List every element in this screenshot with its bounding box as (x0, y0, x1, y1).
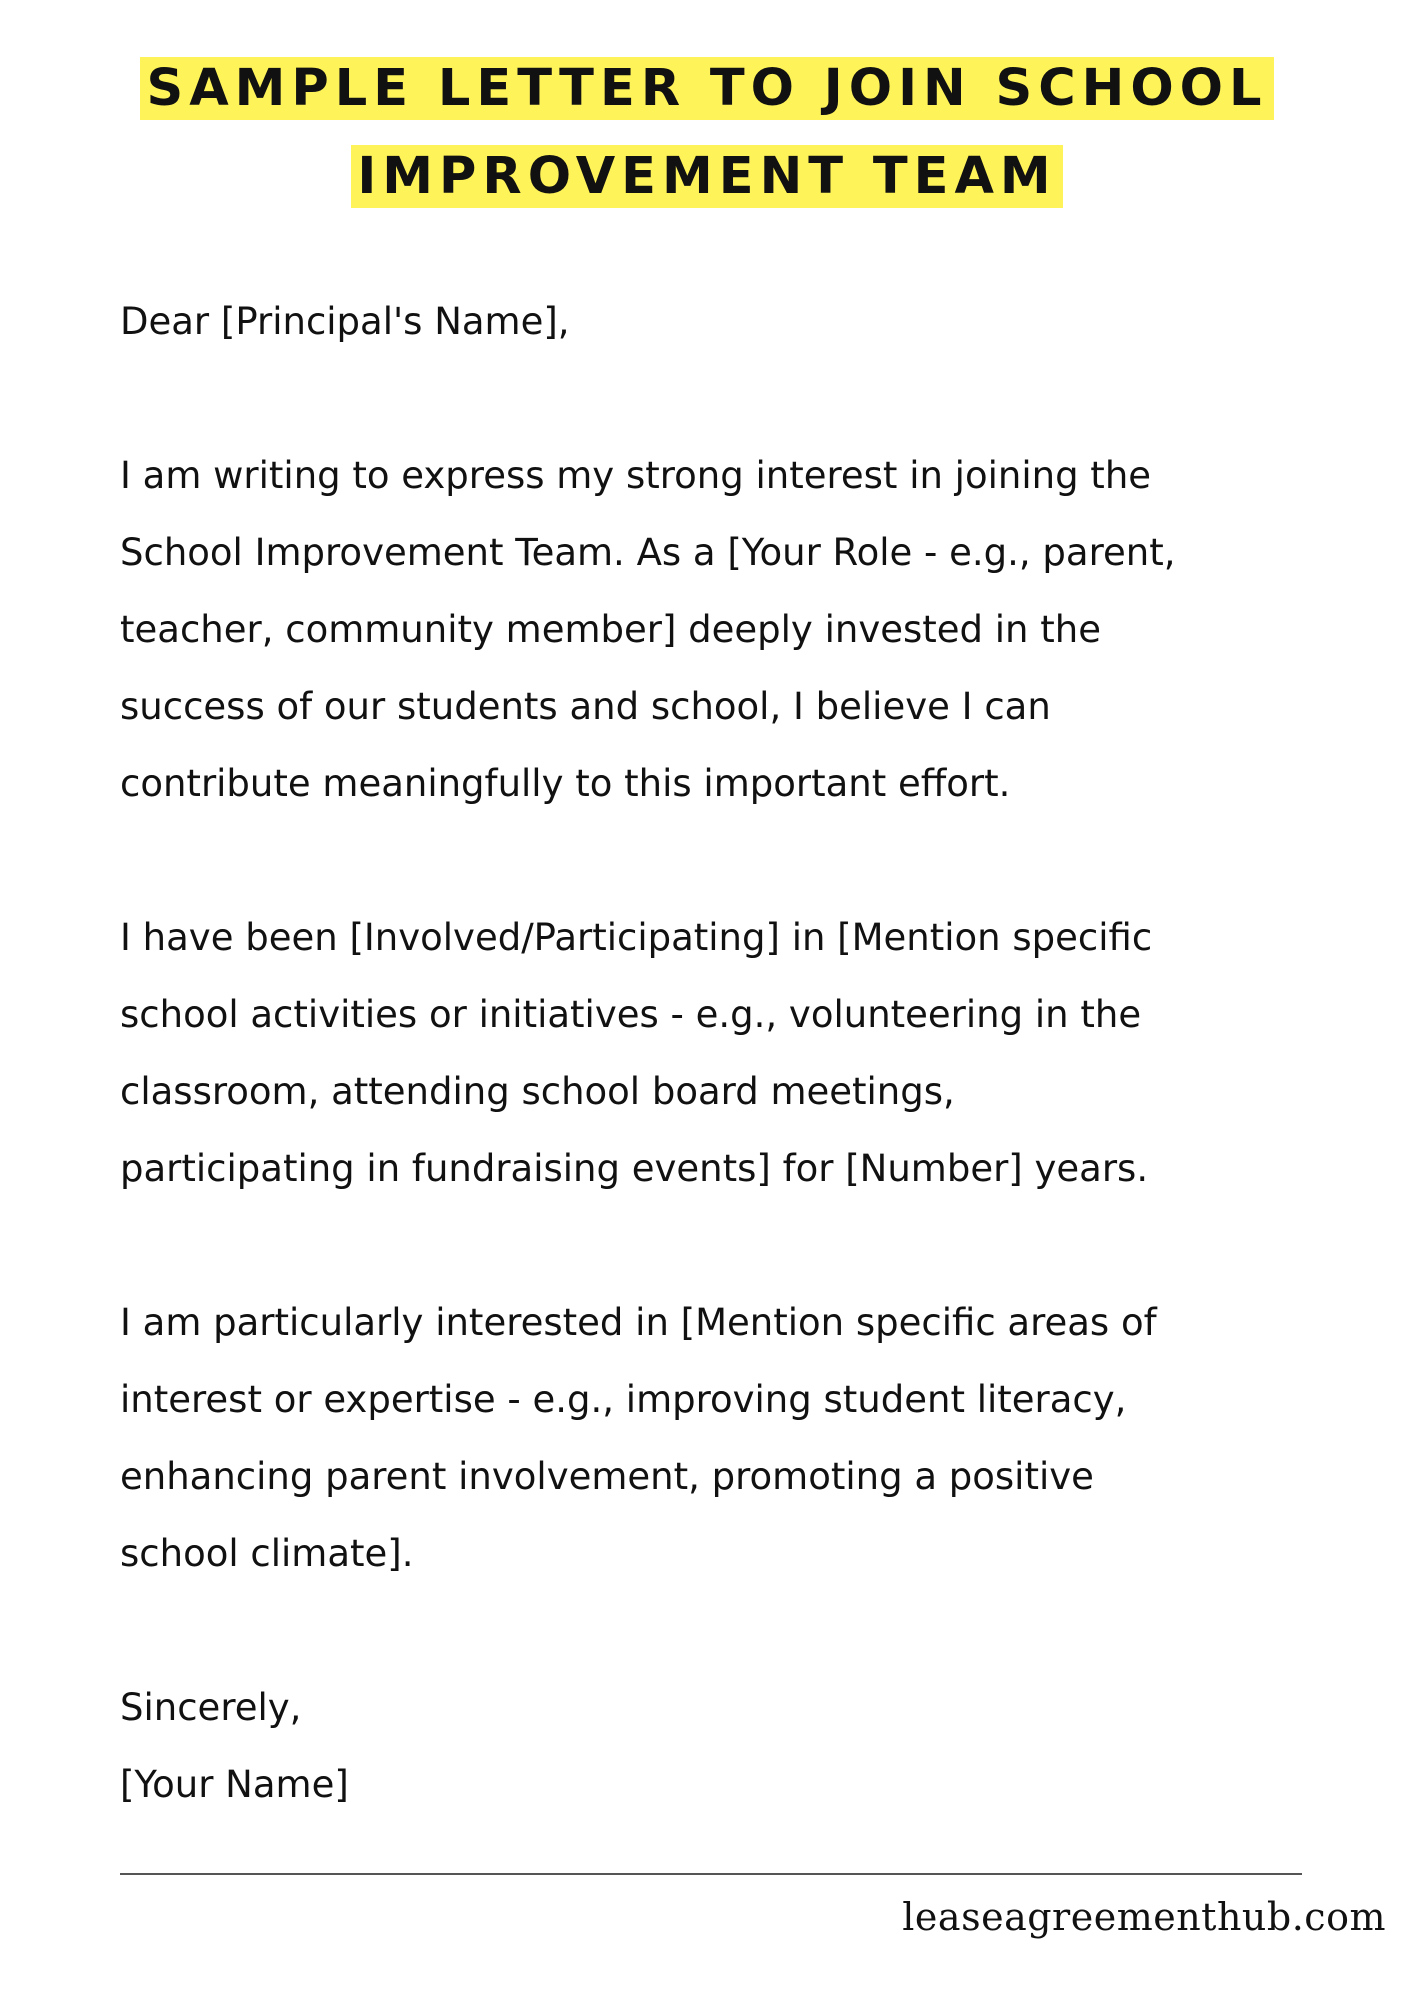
salutation: Dear [Principal's Name], (120, 300, 570, 343)
title-line-2: IMPROVEMENT TEAM (351, 145, 1062, 208)
paragraph-2: I have been [Involved/Participating] in [Mention specific school activities or initiatives - e.g., volunteering in the classroom, attending school board meetings, participating in fundraising events] for [Number] years. (120, 916, 1153, 1190)
spacer (120, 1207, 1350, 1284)
letter-body (120, 283, 1350, 1823)
page-title (0, 50, 1414, 226)
website-link[interactable]: leaseagreementhub.com (902, 1895, 1386, 1939)
spacer (120, 360, 1350, 437)
paragraph-1: I am writing to express my strong interest in joining the School Improvement Team. As a [Your Role - e.g., parent, teacher, community member] deeply invested in the success of our students and school, I believe I can contribute meaningfully to this important effort. (120, 454, 1176, 805)
spacer (120, 822, 1350, 899)
signature: [Your Name] (120, 1763, 349, 1806)
title-line-1: SAMPLE LETTER TO JOIN SCHOOL (140, 57, 1273, 120)
closing: Sincerely, (120, 1686, 302, 1729)
paragraph-3: I am particularly interested in [Mention specific areas of interest or expertise - e.g., improving student literacy, enhancing parent involvement, promoting a positive school climate]. (120, 1301, 1157, 1575)
spacer (120, 1592, 1350, 1669)
footer-divider (120, 1873, 1302, 1875)
